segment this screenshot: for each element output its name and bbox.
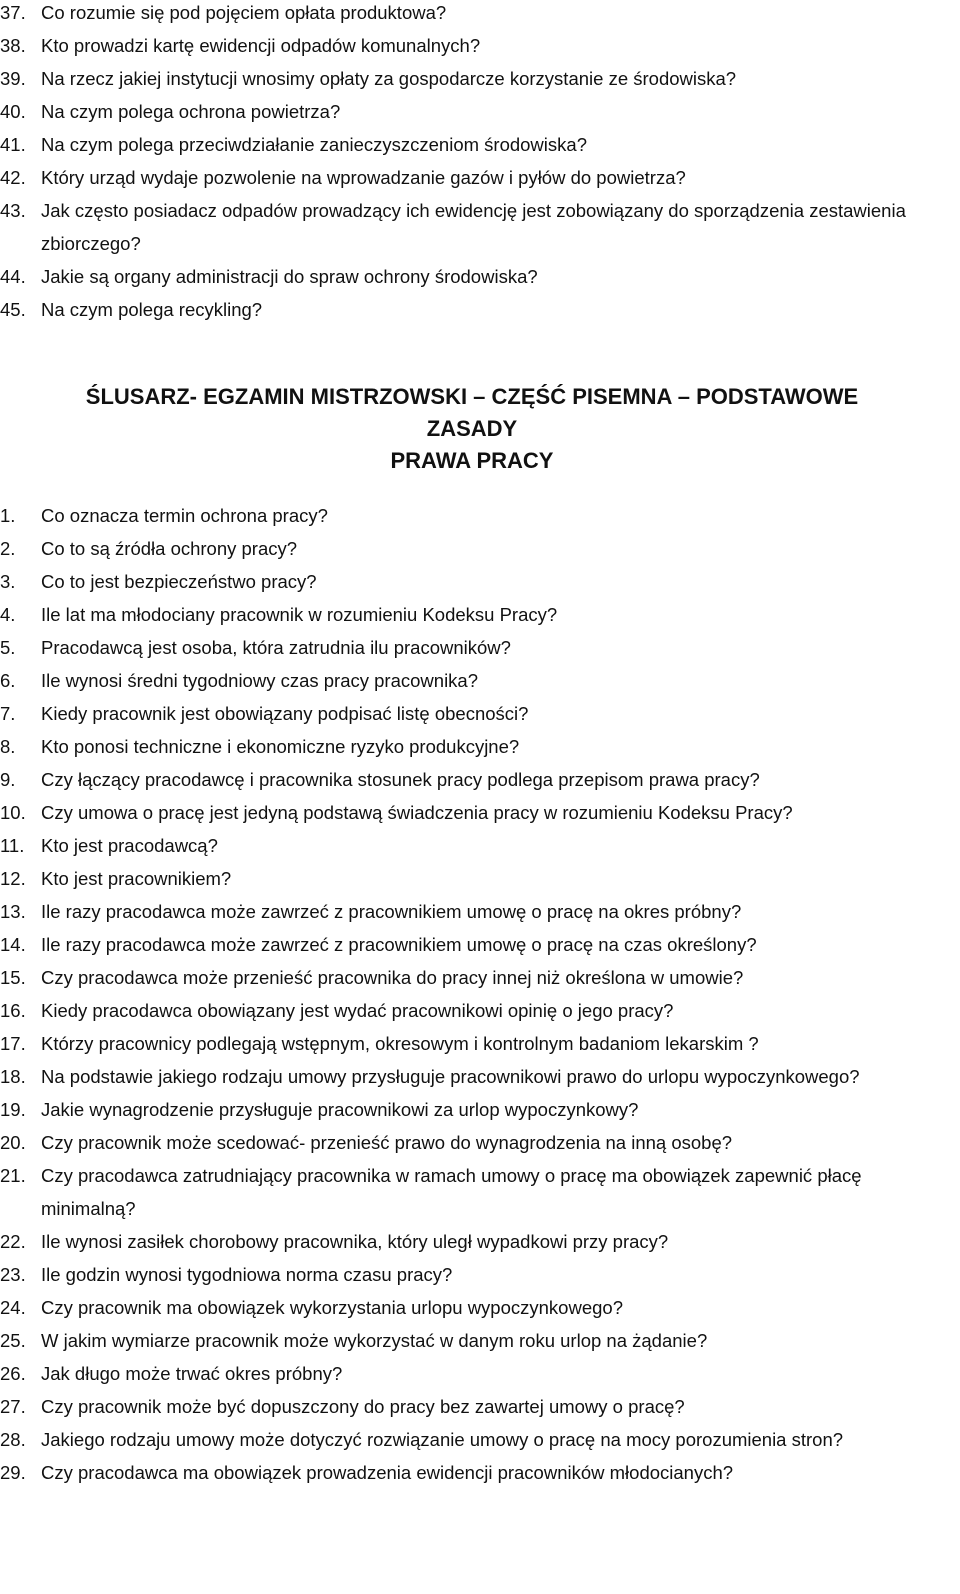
item-text: Ile lat ma młodociany pracownik w rozumieniu Kodeksu Pracy? <box>41 604 558 625</box>
item-text: Na rzecz jakiej instytucji wnosimy opłaty za gospodarcze korzystanie ze środowiska? <box>41 68 737 89</box>
item-text: Na podstawie jakiego rodzaju umowy przysługuje pracownikowi prawo do urlopu wypoczynkowego? <box>41 1066 860 1087</box>
item-text: Ile razy pracodawca może zawrzeć z pracownikiem umowę o pracę na okres próbny? <box>41 901 742 922</box>
item-text: Czy pracodawca zatrudniający pracownika w ramach umowy o pracę ma obowiązek zapewnić płacę minimalną? <box>41 1165 862 1219</box>
list-item <box>0 1390 960 1423</box>
item-text: Jakiego rodzaju umowy może dotyczyć rozwiązanie umowy o pracę na mocy porozumienia stron? <box>41 1429 844 1450</box>
item-text: Ile wynosi zasiłek chorobowy pracownika, który uległ wypadkowi przy pracy? <box>41 1231 669 1252</box>
list-item <box>0 161 960 194</box>
item-number: 45. <box>0 299 26 320</box>
list-item <box>0 1357 960 1390</box>
list-item <box>0 1258 960 1291</box>
list-item <box>0 1126 960 1159</box>
top-question-list <box>0 0 960 326</box>
item-text: Ile wynosi średni tygodniowy czas pracy pracownika? <box>41 670 479 691</box>
item-number: 29. <box>0 1462 26 1483</box>
item-number: 2. <box>0 538 16 559</box>
item-number: 9. <box>0 769 16 790</box>
item-number: 39. <box>0 68 26 89</box>
heading-line-1: ŚLUSARZ- EGZAMIN MISTRZOWSKI – CZĘŚĆ PISEMNA – PODSTAWOWE <box>85 384 859 409</box>
item-text: Pracodawcą jest osoba, która zatrudnia ilu pracowników? <box>41 637 511 658</box>
item-number: 27. <box>0 1396 26 1417</box>
item-text: Czy pracownik może scedować- przenieść prawo do wynagrodzenia na inną osobę? <box>41 1132 733 1153</box>
item-number: 44. <box>0 266 26 287</box>
list-item <box>0 1060 960 1093</box>
item-number: 28. <box>0 1429 26 1450</box>
list-item <box>0 1423 960 1456</box>
list-item <box>0 29 960 62</box>
list-item <box>0 730 960 763</box>
item-text: Co to jest bezpieczeństwo pracy? <box>41 571 317 592</box>
item-text: Kto ponosi techniczne i ekonomiczne ryzyko produkcyjne? <box>41 736 520 757</box>
item-number: 12. <box>0 868 26 889</box>
list-item <box>0 928 960 961</box>
list-item <box>0 961 960 994</box>
list-item <box>0 499 960 532</box>
list-item <box>0 763 960 796</box>
list-item <box>0 1027 960 1060</box>
item-number: 16. <box>0 1000 26 1021</box>
item-number: 10. <box>0 802 26 823</box>
item-text: Czy umowa o pracę jest jedyną podstawą świadczenia pracy w rozumieniu Kodeksu Pracy? <box>41 802 793 823</box>
item-text: Czy pracownik ma obowiązek wykorzystania urlopu wypoczynkowego? <box>41 1297 623 1318</box>
list-item <box>0 1324 960 1357</box>
item-number: 14. <box>0 934 26 955</box>
item-text: Którzy pracownicy podlegają wstępnym, okresowym i kontrolnym badaniom lekarskim ? <box>41 1033 759 1054</box>
item-text: Co to są źródła ochrony pracy? <box>41 538 298 559</box>
list-item <box>0 565 960 598</box>
list-item <box>0 0 960 29</box>
item-text: Czy pracodawca ma obowiązek prowadzenia ewidencji pracowników młodocianych? <box>41 1462 734 1483</box>
list-item <box>0 796 960 829</box>
item-text: W jakim wymiarze pracownik może wykorzystać w danym roku urlop na żądanie? <box>41 1330 708 1351</box>
item-number: 11. <box>0 835 25 856</box>
item-number: 23. <box>0 1264 26 1285</box>
item-text: Jakie wynagrodzenie przysługuje pracownikowi za urlop wypoczynkowy? <box>41 1099 639 1120</box>
list-item <box>0 697 960 730</box>
item-text: Czy łączący pracodawcę i pracownika stosunek pracy podlega przepisom prawa pracy? <box>41 769 760 790</box>
item-text: Kto prowadzi kartę ewidencji odpadów komunalnych? <box>41 35 481 56</box>
item-number: 24. <box>0 1297 26 1318</box>
bottom-question-list <box>0 499 960 1489</box>
item-text: Czy pracodawca może przenieść pracownika do pracy innej niż określona w umowie? <box>41 967 744 988</box>
item-number: 21. <box>0 1165 26 1186</box>
item-number: 17. <box>0 1033 26 1054</box>
list-item <box>0 895 960 928</box>
item-text: Ile godzin wynosi tygodniowa norma czasu pracy? <box>41 1264 453 1285</box>
list-item <box>0 62 960 95</box>
item-text: Na czym polega ochrona powietrza? <box>41 101 341 122</box>
item-text: Czy pracownik może być dopuszczony do pracy bez zawartej umowy o pracę? <box>41 1396 685 1417</box>
item-text: Kto jest pracodawcą? <box>41 835 218 856</box>
item-number: 13. <box>0 901 26 922</box>
list-item <box>0 1456 960 1489</box>
item-number: 20. <box>0 1132 26 1153</box>
list-item <box>0 532 960 565</box>
item-number: 8. <box>0 736 16 757</box>
item-number: 5. <box>0 637 16 658</box>
item-number: 40. <box>0 101 26 122</box>
list-item <box>0 194 960 260</box>
item-number: 25. <box>0 1330 26 1351</box>
item-number: 19. <box>0 1099 26 1120</box>
item-number: 26. <box>0 1363 26 1384</box>
list-item <box>0 598 960 631</box>
item-text: Który urząd wydaje pozwolenie na wprowadzanie gazów i pyłów do powietrza? <box>41 167 686 188</box>
item-text: Jak długo może trwać okres próbny? <box>41 1363 343 1384</box>
item-number: 6. <box>0 670 16 691</box>
list-item <box>0 293 960 326</box>
item-text: Kiedy pracodawca obowiązany jest wydać pracownikowi opinię o jego pracy? <box>41 1000 674 1021</box>
item-text: Kiedy pracownik jest obowiązany podpisać listę obecności? <box>41 703 529 724</box>
item-number: 42. <box>0 167 26 188</box>
item-text: Kto jest pracownikiem? <box>41 868 232 889</box>
list-item <box>0 829 960 862</box>
item-text: Ile razy pracodawca może zawrzeć z pracownikiem umowę o pracę na czas określony? <box>41 934 757 955</box>
list-item <box>0 128 960 161</box>
item-number: 38. <box>0 35 26 56</box>
item-number: 4. <box>0 604 16 625</box>
item-text: Na czym polega recykling? <box>41 299 263 320</box>
section-heading <box>0 381 944 477</box>
item-text: Co oznacza termin ochrona pracy? <box>41 505 328 526</box>
list-item <box>0 1093 960 1126</box>
item-text: Co rozumie się pod pojęciem opłata produktowa? <box>41 2 447 23</box>
item-number: 1. <box>0 505 16 526</box>
list-item <box>0 664 960 697</box>
list-item <box>0 260 960 293</box>
item-number: 22. <box>0 1231 26 1252</box>
item-number: 15. <box>0 967 26 988</box>
list-item <box>0 631 960 664</box>
item-number: 7. <box>0 703 16 724</box>
list-item <box>0 1225 960 1258</box>
list-item <box>0 1159 960 1225</box>
item-text: Jakie są organy administracji do spraw ochrony środowiska? <box>41 266 538 287</box>
item-number: 43. <box>0 200 26 221</box>
list-item <box>0 862 960 895</box>
heading-line-3: PRAWA PRACY <box>390 448 554 473</box>
list-item <box>0 994 960 1027</box>
item-number: 3. <box>0 571 16 592</box>
list-item <box>0 95 960 128</box>
list-item <box>0 1291 960 1324</box>
heading-line-2: ZASADY <box>426 416 518 441</box>
item-number: 18. <box>0 1066 26 1087</box>
item-number: 41. <box>0 134 26 155</box>
item-text: Jak często posiadacz odpadów prowadzący ich ewidencję jest zobowiązany do sporządzenia zestawienia zbiorczego? <box>41 200 906 254</box>
item-text: Na czym polega przeciwdziałanie zanieczyszczeniom środowiska? <box>41 134 587 155</box>
item-number: 37. <box>0 2 26 23</box>
